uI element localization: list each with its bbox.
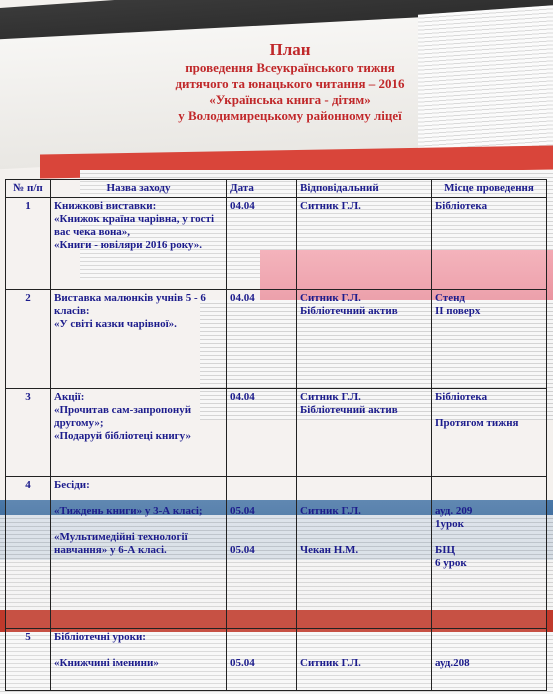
- table-row: [6, 389, 547, 477]
- event-cell-line: «Книжок країна чарівна, у гості вас чека вона»,: [54, 213, 215, 238]
- header-date: Дата: [227, 180, 297, 198]
- event-cell: [51, 629, 227, 691]
- place-cell-line: 6 урок: [435, 557, 467, 569]
- responsible-cell-line: Чекан Н.М.: [300, 544, 359, 556]
- row-number: 5: [6, 629, 51, 691]
- heading-line-1: проведення Всеукраїнського тижня: [185, 60, 395, 75]
- date-cell-line: [230, 531, 293, 544]
- event-cell-line: Бібліотечні уроки:: [54, 631, 146, 643]
- place-cell-line: [435, 644, 543, 657]
- responsible-cell-line: Ситник Г.Л.: [300, 391, 361, 403]
- heading-line-2: дитячого та юнацького читання – 2016: [175, 76, 405, 91]
- place-cell: [432, 198, 547, 290]
- responsible-cell-line: Ситник Г.Л.: [300, 292, 361, 304]
- date-cell: [227, 477, 297, 629]
- responsible-cell-line: Ситник Г.Л.: [300, 200, 361, 212]
- place-cell-line: Бібліотека: [435, 391, 488, 403]
- row-number: 3: [6, 389, 51, 477]
- date-cell-line: 04.04: [230, 200, 255, 212]
- responsible-cell: [297, 389, 432, 477]
- event-cell-line: Книжкові виставки:: [54, 200, 157, 212]
- responsible-cell: [297, 198, 432, 290]
- responsible-cell-line: Ситник Г.Л.: [300, 657, 361, 669]
- place-cell-line: Бібліотека: [435, 200, 488, 212]
- plan-heading: [90, 40, 490, 124]
- header-event: Назва заходу: [51, 180, 227, 198]
- row-number: 1: [6, 198, 51, 290]
- event-cell: [51, 290, 227, 389]
- date-cell-line: 04.04: [230, 292, 255, 304]
- date-cell-line: 05.04: [230, 657, 255, 669]
- event-cell-line: [54, 492, 223, 505]
- row-number: 4: [6, 477, 51, 629]
- responsible-cell-line: Бібліотечний актив: [300, 305, 398, 317]
- place-cell-line: 1урок: [435, 518, 464, 530]
- event-cell-line: [54, 644, 223, 657]
- place-cell: [432, 389, 547, 477]
- place-cell-line: [435, 492, 543, 505]
- place-cell-line: ауд. 209: [435, 505, 473, 517]
- header-place: Місце проведення: [432, 180, 547, 198]
- responsible-cell-line: [300, 479, 428, 492]
- place-cell-line: Стенд: [435, 292, 465, 304]
- responsible-cell-line: [300, 644, 428, 657]
- event-cell-line: «Книжчині іменини»: [54, 657, 159, 669]
- event-cell-line: Бесіди:: [54, 479, 90, 491]
- place-cell-line: [435, 404, 543, 417]
- place-cell-line: [435, 479, 543, 492]
- date-cell: [227, 198, 297, 290]
- table-header-row: [6, 180, 547, 198]
- event-cell-line: «Подаруй бібліотеці книгу»: [54, 430, 191, 442]
- place-cell: [432, 290, 547, 389]
- table-row: [6, 198, 547, 290]
- heading-line-3: «Українська книга - дітям»: [209, 92, 371, 107]
- date-cell-line: [230, 631, 293, 644]
- table-row: [6, 477, 547, 629]
- plan-title: План: [269, 40, 311, 59]
- place-cell-line: БІЦ: [435, 544, 456, 556]
- responsible-cell-line: [300, 631, 428, 644]
- event-cell-line: «Книги - ювіляри 2016 року».: [54, 239, 202, 251]
- place-cell-line: [435, 631, 543, 644]
- header-number: № п/п: [6, 180, 51, 198]
- table-row: [6, 629, 547, 691]
- place-cell-line: Протягом тижня: [435, 417, 519, 429]
- date-cell-line: [230, 479, 293, 492]
- event-cell: [51, 389, 227, 477]
- event-cell-line: Акції:: [54, 391, 85, 403]
- table-row: [6, 290, 547, 389]
- place-cell-line: ІІ поверх: [435, 305, 481, 317]
- date-cell-line: 05.04: [230, 505, 255, 517]
- date-cell-line: 05.04: [230, 544, 255, 556]
- place-cell: [432, 629, 547, 691]
- event-cell-line: «Мультимедійні технології навчання» у 6-А класі.: [54, 531, 188, 556]
- place-cell-line: [435, 531, 543, 544]
- responsible-cell-line: Бібліотечний актив: [300, 404, 398, 416]
- date-cell-line: [230, 644, 293, 657]
- event-cell-line: Виставка малюнків учнів 5 - 6 класів:: [54, 292, 206, 317]
- responsible-cell-line: [300, 492, 428, 505]
- date-cell-line: [230, 518, 293, 531]
- date-cell: [227, 629, 297, 691]
- responsible-cell-line: Ситник Г.Л.: [300, 505, 361, 517]
- place-cell: [432, 477, 547, 629]
- responsible-cell: [297, 290, 432, 389]
- date-cell: [227, 290, 297, 389]
- date-cell: [227, 389, 297, 477]
- plan-table: [5, 179, 547, 691]
- date-cell-line: [230, 492, 293, 505]
- event-cell-line: [54, 518, 223, 531]
- header-responsible: Відповідальний: [297, 180, 432, 198]
- responsible-cell-line: [300, 531, 428, 544]
- date-cell-line: 04.04: [230, 391, 255, 403]
- event-cell-line: «У світі казки чарівної».: [54, 318, 177, 330]
- event-cell: [51, 477, 227, 629]
- event-cell-line: «Прочитав сам-запропонуй другому»;: [54, 404, 192, 429]
- row-number: 2: [6, 290, 51, 389]
- event-cell: [51, 198, 227, 290]
- responsible-cell-line: [300, 518, 428, 531]
- place-cell-line: ауд.208: [435, 657, 470, 669]
- event-cell-line: «Тиждень книги» у 3-А класі;: [54, 505, 203, 517]
- responsible-cell: [297, 629, 432, 691]
- responsible-cell: [297, 477, 432, 629]
- heading-line-4: у Володимирецькому районному ліцеї: [178, 108, 402, 123]
